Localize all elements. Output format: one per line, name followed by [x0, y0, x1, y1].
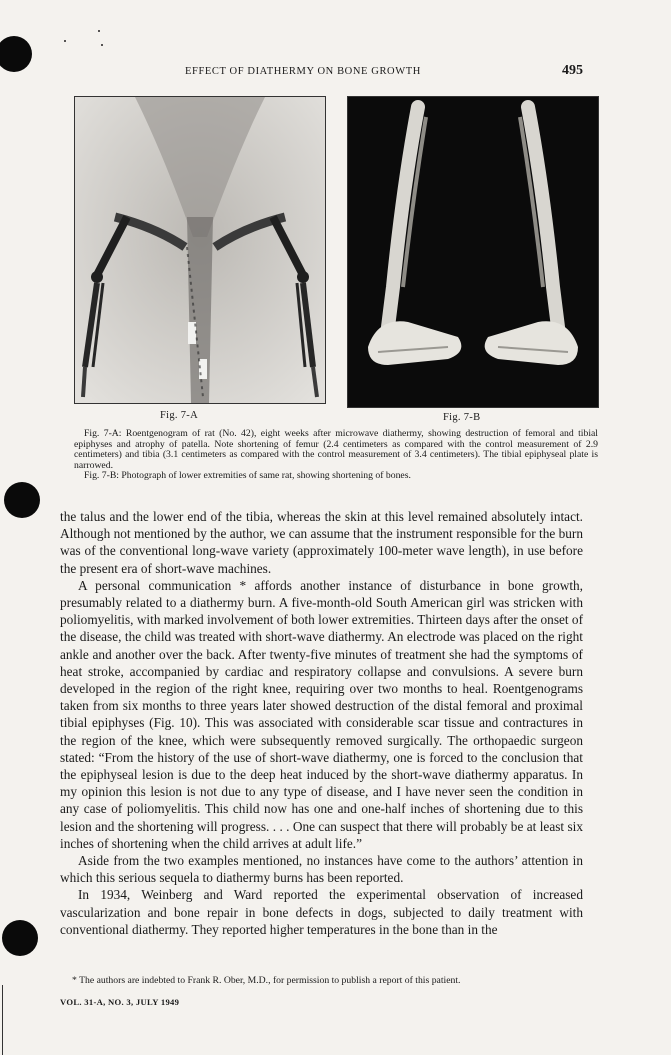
page-number: 495	[562, 63, 583, 78]
binder-hole	[0, 36, 32, 72]
figure-7a-label: Fig. 7-A	[160, 410, 198, 421]
binder-hole	[2, 920, 38, 956]
scan-speck	[101, 44, 103, 46]
scan-edge-mark	[2, 985, 3, 1055]
caption-fig-7a: Fig. 7-A: Roentgenogram of rat (No. 42), eight weeks after microwave diathermy, showing destruction of femoral and tibial epiphyses and atrophy of patella. Note shortening of femur (2.4 centimeters as compared with the control measurement of 2.9 centimeters) and tibia (3.1 centimeters as compared with the control measurement of 3.4 centimeters). The tibial epiphyseal plate is narrowed.	[74, 428, 598, 471]
body-paragraph: the talus and the lower end of the tibia, whereas the skin at this level remained absolutely intact. Although not mentioned by the author, we can assume that the instrument responsible for the burn was of the conventional long-wave variety (approximately 100-meter wave length), in use before the present era of short-wave machines.	[60, 509, 583, 576]
scan-speck	[98, 30, 100, 32]
figure-caption	[74, 429, 598, 482]
article-body	[60, 508, 583, 938]
running-title: EFFECT OF DIATHERMY ON BONE GROWTH	[185, 66, 421, 77]
scan-speck	[64, 40, 66, 42]
figure-7b-label: Fig. 7-B	[443, 412, 481, 423]
body-paragraph: In 1934, Weinberg and Ward reported the experimental observation of increased vascularization and bone repair in bone defects in dogs, subjected to daily treatment with conventional diathermy. They reported higher temperatures in the bone than in the	[60, 887, 583, 937]
figure-7b-photograph	[347, 96, 599, 408]
body-paragraph: A personal communication * affords another instance of disturbance in bone growth, presumably related to a diathermy burn. A five-month-old South American girl was stricken with poliomyelitis, with marked involvement of both lower extremities. Thirteen days after the onset of the disease, the child was treated with short-wave diathermy. An electrode was placed on the right ankle and another over the back. After twenty-five minutes of treatment she had the symptoms of heat stroke, accompanied by cardiac and respiratory collapse and convulsions. A severe burn developed in the region of the right knee, requiring over two months to heal. Roentgenograms taken from six months to three years later showed destruction of the distal femoral and proximal tibial epiphyses (Fig. 10). This was associated with considerable scar tissue and contractures in the region of the knee, which were subsequently removed surgically. The orthopaedic surgeon stated: “From the history of the use of short-wave diathermy, one is forced to the conclusion that the epiphyseal lesion is due to the deep heat induced by the short-wave diathermy apparatus. In my opinion this lesion is not due to any type of disease, and I have never seen the condition in any case of poliomyelitis. This child now has one and one-half inches of shortening due to this lesion and the shortening will progress. . . . One can suspect that there will probably be at least six inches of shortening when the child arrives at adult life.”	[60, 577, 584, 851]
figure-7a-roentgenogram	[74, 96, 326, 404]
body-paragraph: Aside from the two examples mentioned, no instances have come to the authors’ attention in which this serious sequela to diathermy burns has been reported.	[60, 853, 583, 886]
binder-hole	[4, 482, 40, 518]
journal-footer: VOL. 31-A, NO. 3, JULY 1949	[60, 997, 180, 1007]
xray-image	[75, 97, 325, 403]
footnote: * The authors are indebted to Frank R. Ober, M.D., for permission to publish a report of this patient.	[72, 975, 461, 986]
caption-fig-7b: Fig. 7-B: Photograph of lower extremities of same rat, showing shortening of bones.	[84, 470, 411, 482]
specimen-photo	[348, 97, 598, 407]
